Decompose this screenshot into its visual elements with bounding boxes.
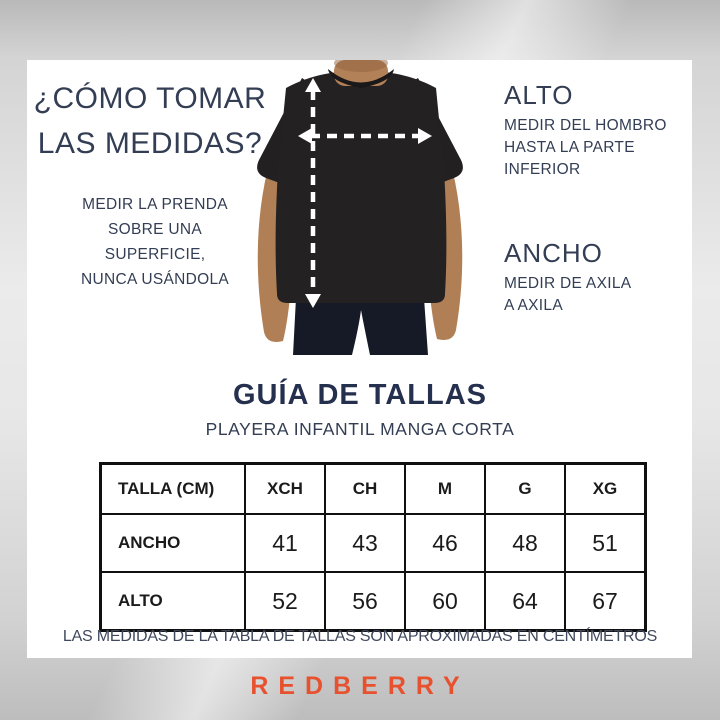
note-line: SOBRE UNA (108, 221, 202, 238)
size-table-header-row (101, 464, 646, 515)
brand-logo: REDBERRY (250, 672, 470, 700)
how-to-measure-title (25, 76, 275, 166)
table-row-ancho (101, 514, 646, 572)
alto-description (504, 115, 674, 181)
size-table (99, 462, 647, 632)
tshirt-measurement-photo (240, 60, 480, 355)
note-line: NUNCA USÁNDOLA (80, 271, 230, 288)
alto-label: ALTO (504, 80, 574, 110)
header-m: M (405, 464, 485, 515)
alto-m: 60 (405, 572, 485, 631)
how-to-measure-title-line2: LAS MEDIDAS? (37, 127, 263, 160)
alto-ch: 56 (325, 572, 405, 631)
ancho-desc-line: MEDIR DE AXILA (504, 275, 632, 292)
alto-g: 64 (485, 572, 565, 631)
size-guide-subtitle: PLAYERA INFANTIL MANGA CORTA (205, 419, 515, 439)
note-line: MEDIR LA PRENDA (82, 196, 228, 213)
ancho-description (504, 273, 674, 317)
table-row-alto (101, 572, 646, 631)
how-to-measure-title-line1: ¿CÓMO TOMAR (33, 82, 267, 115)
ancho-label: ANCHO (504, 238, 603, 268)
ancho-desc-line: A AXILA (504, 297, 563, 314)
header-talla: TALLA (CM) (101, 464, 246, 515)
table-footnote: LAS MEDIDAS DE LA TABLA DE TALLAS SON APROXIMADAS EN CENTÍMETROS (62, 628, 658, 645)
tshirt-body (276, 71, 447, 303)
note-line: SUPERFICIE, (104, 246, 206, 263)
header-xg: XG (565, 464, 646, 515)
header-ch: CH (325, 464, 405, 515)
size-guide-title: GUÍA DE TALLAS (232, 379, 488, 411)
row-label-alto: ALTO (101, 572, 246, 631)
row-label-ancho: ANCHO (101, 514, 246, 572)
header-g: G (485, 464, 565, 515)
ancho-g: 48 (485, 514, 565, 572)
alto-xg: 67 (565, 572, 646, 631)
alto-desc-line: INFERIOR (504, 161, 581, 178)
ancho-xg: 51 (565, 514, 646, 572)
alto-desc-line: MEDIR DEL HOMBRO (504, 117, 667, 134)
alto-desc-line: HASTA LA PARTE (504, 139, 635, 156)
header-xch: XCH (245, 464, 325, 515)
measure-instructions-note (55, 192, 255, 292)
alto-xch: 52 (245, 572, 325, 631)
ancho-xch: 41 (245, 514, 325, 572)
ancho-ch: 43 (325, 514, 405, 572)
ancho-m: 46 (405, 514, 485, 572)
